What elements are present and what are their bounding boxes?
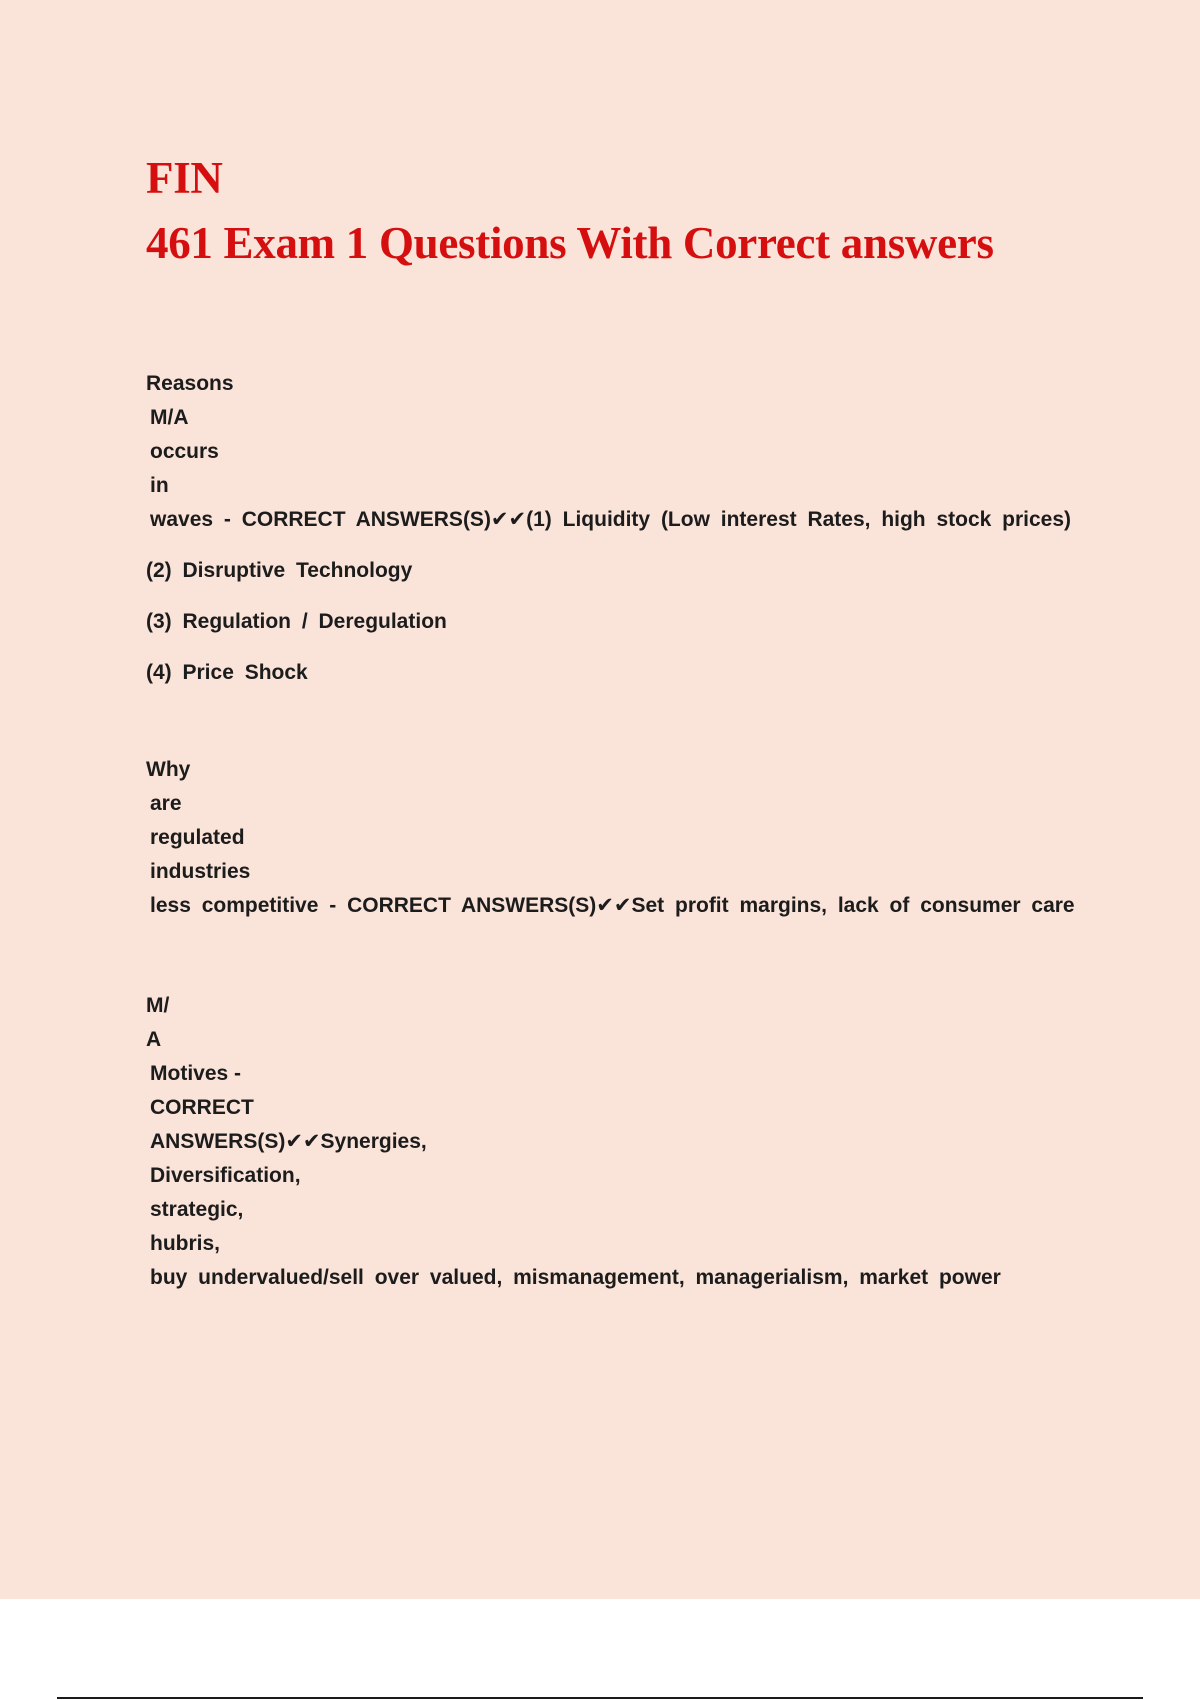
question-line: hubris, [150,1232,221,1255]
answer-item: (4) Price Shock [146,661,308,684]
question-line: Motives - [150,1062,242,1085]
question-line: A [146,1028,162,1051]
question-line: occurs [150,440,219,463]
qa-block-1 [146,367,1071,707]
question-line: M/ [146,994,170,1017]
question-line: Diversification, [150,1164,301,1187]
answer-line: buy undervalued/sell over valued, mismanagement, managerialism, market power [150,1266,1001,1289]
document-title [146,146,994,276]
footer-divider [57,1697,1143,1699]
question-line: regulated [150,826,245,849]
question-line: CORRECT [150,1096,254,1119]
question-line: are [150,792,182,815]
question-line: Reasons [146,372,234,395]
question-line: M/A [150,406,189,429]
title-line-2: 461 Exam 1 Questions With Correct answers [146,218,994,268]
qa-block-2 [146,753,1075,923]
answer-line: less competitive - CORRECT ANSWERS(S)✔✔Set profit margins, lack of consumer care [150,894,1075,917]
question-line: Why [146,758,191,781]
qa-block-3 [146,989,1001,1295]
question-line: industries [150,860,251,883]
question-line: strategic, [150,1198,244,1221]
answer-item: (3) Regulation / Deregulation [146,610,447,633]
answer-item: (2) Disruptive Technology [146,559,413,582]
answer-line: waves - CORRECT ANSWERS(S)✔✔(1) Liquidity (Low interest Rates, high stock prices) [150,508,1072,531]
question-line: ANSWERS(S)✔✔Synergies, [150,1130,427,1153]
title-line-1: FIN [146,153,223,203]
question-line: in [150,474,169,497]
